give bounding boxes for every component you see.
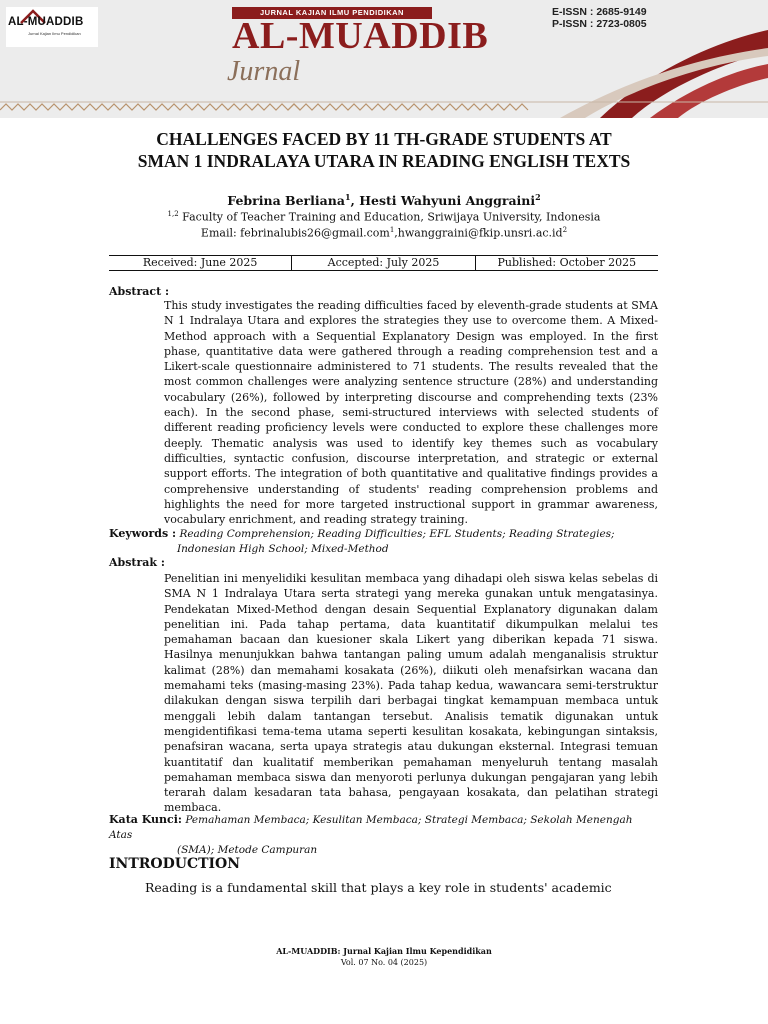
affiliation-text: Faculty of Teacher Training and Education, Sriwijaya University, Indonesia: [178, 210, 601, 224]
abstrak-label: Abstrak :: [109, 556, 165, 569]
abstract-label: Abstract :: [109, 285, 170, 298]
abstract-text: This study investigates the reading difficulties faced by eleventh-grade students at SMA N 1 Indralaya Utara and explores the strategies they use to overcome them. A Mixed-Method approach with a Sequential Explanatory Design was employed. In the first phase, quantitative data were gathered through a reading comprehension test and a Likert-scale questionnaire administered to 71 students. The results revealed that the most common challenges were analyzing sentence structure (28%) and understanding vocabulary (26%), followed by interpreting discourse and comprehending texts (23% each). In the second phase, semi-structured interviews with selected students of different reading proficiency levels were conducted to explore these challenges more deeply. Thematic analysis was used to identify key themes such as vocabulary difficulties, syntactic confusion, discourse interpretation, and strategic or external support efforts. The integration of both quantitative and qualitative findings provides a comprehensive understanding of students' reading comprehension problems and highlights the need for more targeted instructional support in grammar awareness, vocabulary enrichment, and reading strategy training.: [164, 299, 658, 527]
journal-script: Jurnal: [227, 56, 301, 87]
keywords: [109, 526, 658, 557]
keywords-line-1: Reading Comprehension; Reading Difficulties; EFL Students; Reading Strategies;: [179, 528, 615, 540]
author-2-sup: 2: [535, 192, 541, 202]
email-sup-1: 1: [389, 226, 395, 234]
author-1: Febrina Berliana: [227, 193, 345, 209]
introduction-text: Reading is a fundamental skill that plays a key role in students' academic: [145, 880, 612, 895]
author-separator: ,: [350, 193, 360, 209]
journal-name: AL-MUADDIB: [232, 15, 489, 57]
kata-kunci: [109, 812, 658, 858]
abstrak-text: Penelitian ini menyelidiki kesulitan membaca yang dihadapi oleh siswa kelas sebelas di SMA N 1 Indralaya Utara serta strategi yang mereka gunakan untuk mengatasinya. Pendekatan Mixed-Method dengan desain Sequential Explanatory digunakan dalam penelitian ini. Pada tahap pertama, data kuantitatif dikumpulkan melalui tes pemahaman bacaan dan kuesioner skala Likert yang diberikan kepada 71 siswa. Hasilnya menunjukkan bahwa tantangan paling umum adalah menganalisis struktur kalimat (28%) dan memahami kosakata (26%), diikuti oleh menafsirkan wacana dan memahami teks (masing-masing 23%). Pada tahap kedua, wawancara semi-terstruktur dilakukan dengan siswa terpilih dari berbagai tingkat kemampuan membaca untuk menggali lebih dalam tantangan tersebut. Analisis tematik digunakan untuk mengidentifikasi tema-tema utama seperti kesulitan kosakata, kebingungan sintaksis, penafsiran wacana, serta upaya strategis atau dukungan eksternal. Integrasi temuan kuantitatif dan kualitatif memberikan pemahaman menyeluruh tentang masalah pemahaman membaca siswa dan menyoroti perlunya dukungan pengajaran yang lebih terarah dalam kesadaran tata bahasa, pengayaan kosakata, dan pelatihan strategi membaca.: [164, 572, 658, 815]
affiliation: [0, 210, 768, 224]
footer-volume: Vol. 07 No. 04 (2025): [340, 958, 428, 967]
logo-subtitle: Jurnal Kajian Ilmu Pendidikan: [28, 31, 81, 36]
email: [0, 226, 768, 240]
keywords-label: Keywords :: [109, 527, 177, 540]
email-mid: ,hwanggraini@fkip.unsri.ac.id: [394, 226, 563, 240]
logo-name: AL-MUADDIB: [8, 16, 84, 28]
authors: [0, 192, 768, 208]
dates-row: [109, 255, 658, 271]
email-sup-2: 2: [562, 226, 568, 234]
journal-banner: [0, 0, 768, 118]
footer-journal: AL-MUADDIB: Jurnal Kajian Ilmu Kependidikan: [276, 946, 492, 956]
title-line-1: CHALLENGES FACED BY 11 TH-GRADE STUDENTS AT: [156, 129, 612, 149]
accepted-date: Accepted: July 2025: [291, 256, 474, 270]
introduction-heading: INTRODUCTION: [109, 856, 241, 872]
received-date: Received: June 2025: [142, 256, 258, 269]
paper-title: [0, 128, 768, 172]
kata-kunci-line-2: (SMA); Metode Campuran: [177, 844, 318, 856]
author-1-sup: 1: [344, 192, 351, 202]
kata-kunci-label: Kata Kunci:: [109, 813, 182, 826]
keywords-line-2: Indonesian High School; Mixed-Method: [177, 543, 389, 555]
author-2: Hesti Wahyuni Anggraini: [359, 193, 536, 209]
email-prefix: Email: febrinalubis26@gmail.com: [200, 226, 390, 240]
published-date: Published: October 2025: [475, 256, 658, 270]
pissn: P-ISSN : 2723-0805: [552, 18, 647, 30]
journal-tag: JURNAL KAJIAN ILMU PENDIDIKAN: [232, 7, 432, 19]
eissn: E-ISSN : 2685-9149: [552, 6, 647, 18]
kata-kunci-line-1: Pemahaman Membaca; Kesulitan Membaca; Strategi Membaca; Sekolah Menengah Atas: [109, 814, 633, 841]
affiliation-sup: 1,2: [167, 210, 179, 218]
title-line-2: SMAN 1 INDRALAYA UTARA IN READING ENGLISH TEXTS: [137, 151, 631, 171]
